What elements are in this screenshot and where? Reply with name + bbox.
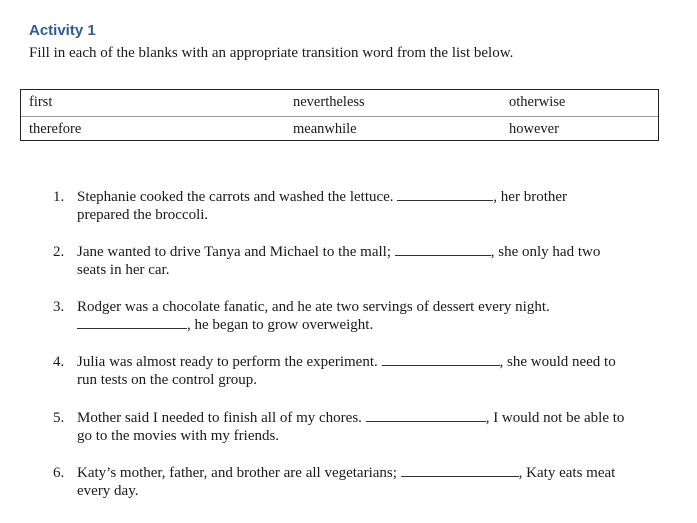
answer-blank[interactable] bbox=[366, 409, 486, 422]
question-text: , Katy eats meat bbox=[518, 465, 616, 481]
question-text: every day. bbox=[77, 483, 139, 499]
question-text: run tests on the control group. bbox=[77, 372, 257, 388]
word-bank-row bbox=[21, 90, 658, 116]
question-number: 3. bbox=[53, 299, 65, 315]
word-nevertheless: nevertheless bbox=[293, 94, 365, 110]
word-bank-row bbox=[21, 116, 658, 143]
answer-blank[interactable] bbox=[77, 316, 187, 329]
question-number: 5. bbox=[53, 410, 65, 426]
word-bank-table bbox=[20, 89, 659, 141]
question-text: Mother said I needed to finish all of my chores. bbox=[77, 410, 366, 426]
activity-heading: Activity 1 bbox=[29, 22, 96, 39]
instruction-text: Fill in each of the blanks with an appropriate transition word from the list below. bbox=[29, 45, 514, 61]
question-text: , he began to grow overweight. bbox=[187, 317, 374, 333]
question-text: Stephanie cooked the carrots and washed the lettuce. bbox=[77, 189, 398, 205]
answer-blank[interactable] bbox=[397, 188, 493, 201]
question-text: , she only had two bbox=[490, 244, 601, 260]
question-text: prepared the broccoli. bbox=[77, 207, 209, 223]
question-text: Katy’s mother, father, and brother are all vegetarians; bbox=[77, 465, 401, 481]
word-however: however bbox=[509, 121, 559, 137]
question-number: 4. bbox=[53, 354, 65, 370]
question-text: , I would not be able to bbox=[485, 410, 625, 426]
word-meanwhile: meanwhile bbox=[293, 121, 357, 137]
answer-blank[interactable] bbox=[395, 243, 491, 256]
question-number: 1. bbox=[53, 189, 65, 205]
question-text: , her brother bbox=[493, 189, 568, 205]
word-first: first bbox=[29, 94, 53, 110]
question-text: Jane wanted to drive Tanya and Michael to the mall; bbox=[77, 244, 395, 260]
question-number: 2. bbox=[53, 244, 65, 260]
question-text: , she would need to bbox=[499, 354, 616, 370]
question-text: go to the movies with my friends. bbox=[77, 428, 280, 444]
answer-blank[interactable] bbox=[401, 464, 519, 477]
question-text: Rodger was a chocolate fanatic, and he ate two servings of dessert every night. bbox=[77, 299, 550, 315]
word-otherwise: otherwise bbox=[509, 94, 566, 110]
question-text: seats in her car. bbox=[77, 262, 170, 278]
question-number: 6. bbox=[53, 465, 65, 481]
question-text: Julia was almost ready to perform the experiment. bbox=[77, 354, 382, 370]
word-therefore: therefore bbox=[29, 121, 82, 137]
answer-blank[interactable] bbox=[382, 353, 500, 366]
